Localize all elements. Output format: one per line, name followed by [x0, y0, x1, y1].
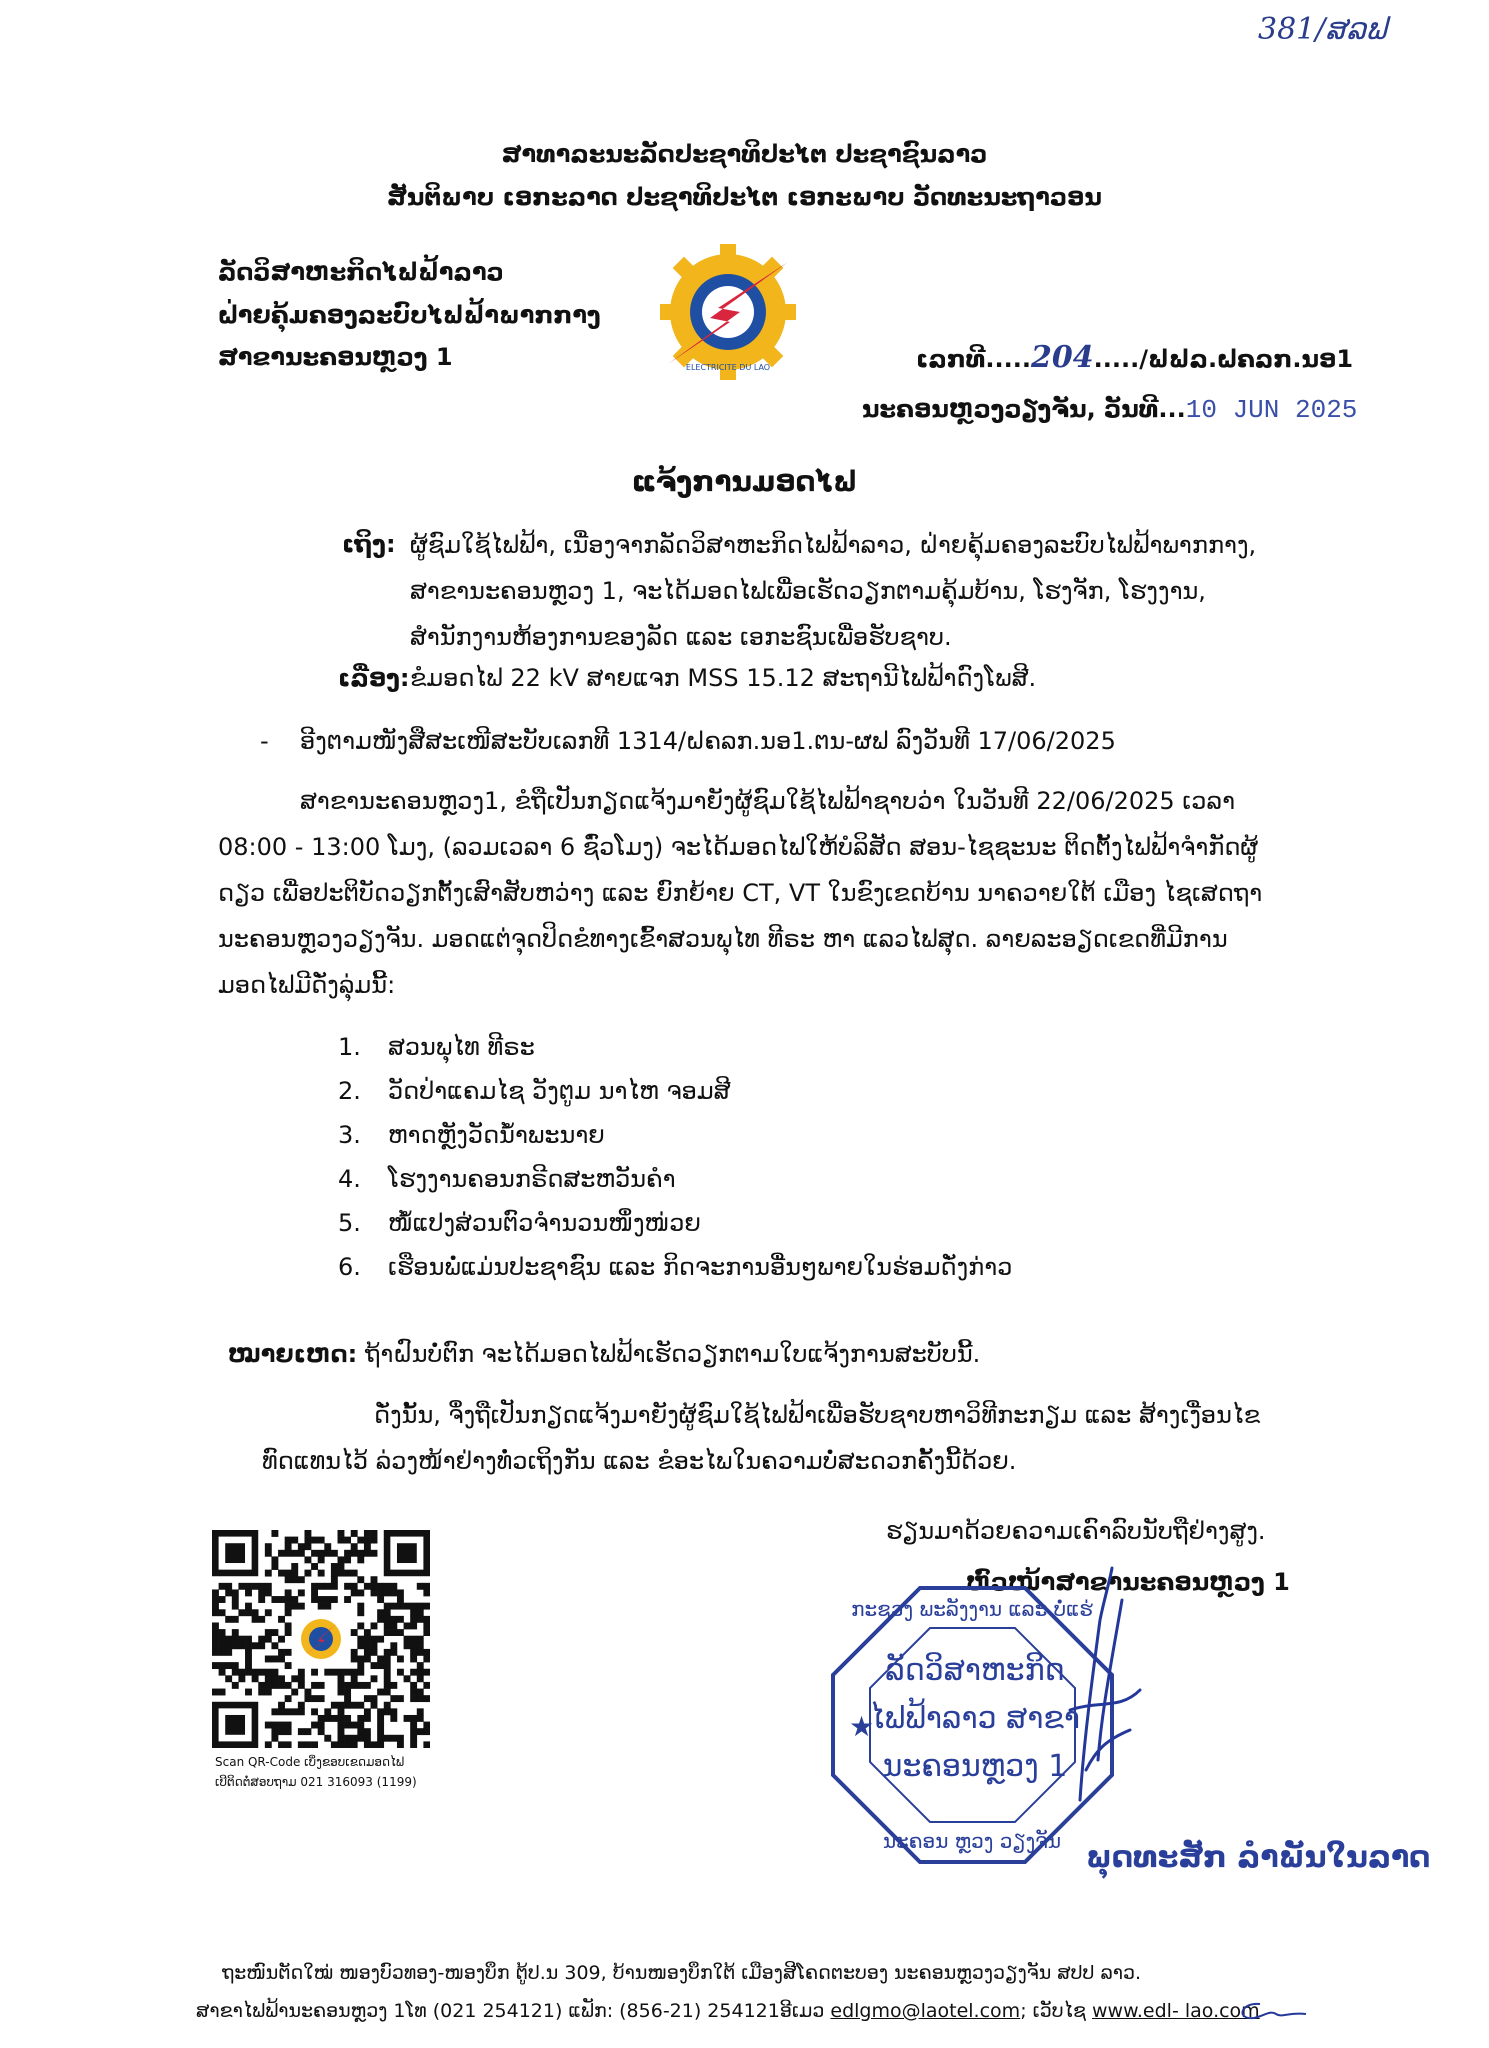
- subject-label: ເລື່ອງ:: [338, 664, 410, 692]
- list-item: 5. ໜໍ້ແປງສ່ວນຕົວຈໍານວນໜຶ່ງໜ່ວຍ: [338, 1209, 701, 1237]
- qr-code[interactable]: [212, 1530, 430, 1748]
- closing-line: ທົດແທນໄວ້ ລ່ວງໜ້າຢ່າງທໍ່ວເຖິງກັນ ແລະ ຂໍອະໄພໃນຄວາມບໍ່ສະດວກຄັ້ງນີ້ດ້ວຍ.: [262, 1447, 1017, 1475]
- to-label: ເຖິງ:: [342, 530, 396, 558]
- qr-logo-ring: [309, 1627, 333, 1651]
- list-item: 3. ຫາດຫຼັງວັດນໍ້າພະນາຍ: [338, 1121, 605, 1149]
- footer-website-link[interactable]: www.edl- lao.com: [1092, 2000, 1260, 2022]
- to-line: ສາຂານະຄອນຫຼວງ 1, ຈະໄດ້ມອດໄຟເພື່ອເຮັດວຽກຕາມຄຸ້ມບ້ານ, ໂຮງຈັກ, ໂຮງງານ,: [410, 577, 1206, 605]
- footer-email-link[interactable]: edlgmo@laotel.com: [830, 2000, 1021, 2022]
- list-item: 6. ເຮືອນພໍ່ແມ່ນປະຊາຊົນ ແລະ ກິດຈະການອື່ນໆພາຍໃນຮ່ອມດັ່ງກ່າວ: [338, 1253, 1013, 1281]
- logo-text: ELECTRICITE DU LAO: [685, 363, 771, 372]
- signer-name: ພຸດທະສັກ ລໍາພັນໃນລາດ: [1086, 1840, 1431, 1875]
- national-header-line2: ສັນຕິພາບ ເອກະລາດ ປະຊາທິປະໄຕ ເອກະພາບ ວັດທະນະຖາວອນ: [387, 183, 1102, 211]
- note-line: [228, 1340, 980, 1368]
- date-stamp: 10 JUN 2025: [1185, 395, 1358, 425]
- qr-caption-line2: ເບີຕິດຕໍ່ສອບຖາມ 021 316093 (1199): [215, 1775, 417, 1789]
- body-line: ມອດໄຟມີດັ່ງລຸ່ມນີ້:: [218, 971, 396, 999]
- place-date-line: ນະຄອນຫຼວງວຽງຈັນ, ວັນທີ...10 JUN 2025: [862, 395, 1358, 425]
- subject-text: ຂໍມອດໄຟ 22 kV ສາຍແຈກ MSS 15.12 ສະຖານີໄຟຟ້າດົງໂພສີ.: [410, 664, 1037, 692]
- footer-phone-fax: ສາຂາໄຟຟ້ານະຄອນຫຼວງ 1ໂທ (021 254121) ແຟັກ: (856-21) 254121ອີເມວ: [196, 2000, 831, 2022]
- edl-logo: [648, 242, 808, 382]
- body-paragraph: [218, 778, 1278, 1008]
- reference-suffix: /ຟຟລ.ຝຄລກ.ນອ1: [1139, 345, 1354, 373]
- stamp-text-line1: ລັດວິສາຫະກິດ: [885, 1653, 1065, 1688]
- star-icon: ★: [849, 1710, 875, 1743]
- reference-number-line: ເລກທີ.....204...../ຟຟລ.ຝຄລກ.ນອ1: [916, 340, 1354, 375]
- reference-document-line: ອີງຕາມໜັງສືສະເໜີສະບັບເລກທີ 1314/ຝຄລກ.ນອ1.ຕນ-ຜຟ ລົງວັນທີ 17/06/2025: [300, 727, 1116, 755]
- list-item: 4. ໂຮງງານຄອນກຣີດສະຫວັນຄໍາ: [338, 1165, 676, 1193]
- list-item: 1. ສວນພຸໄທ ທີຣະ: [338, 1033, 535, 1061]
- signer-title: ຫົວໜ້າສາຂານະຄອນຫຼວງ 1: [966, 1568, 1290, 1596]
- qr-caption-line1: Scan QR-Code ເບິ່ງຂອບເຂດມອດໄຟ: [215, 1755, 405, 1769]
- closing-paragraph: [262, 1392, 1282, 1484]
- signature: [1040, 1560, 1160, 1810]
- body-line: ນະຄອນຫຼວງວຽງຈັນ. ມອດແຕ່ຈຸດປິດຂໍທາງເຂົ້າສວນພຸໄທ ທີຣະ ຫາ ແລວໄຟສຸດ. ລາຍລະອຽດເຂດທີ່ມີການ: [218, 925, 1228, 953]
- note-label: ໝາຍເຫດ:: [228, 1340, 358, 1368]
- stamp-text-line3: ນະຄອນຫຼວງ 1: [882, 1749, 1068, 1784]
- stamp-text-line2: ໄຟຟ້າລາວ ສາຂາ: [869, 1701, 1081, 1736]
- org-name-line2: ຝ່າຍຄຸ້ມຄອງລະບົບໄຟຟ້າພາກກາງ: [218, 301, 601, 329]
- footer-contact: [196, 2000, 1260, 2022]
- body-line: 08:00 - 13:00 ໂມງ, (ລວມເວລາ 6 ຊົ່ວໂມງ) ຈະໄດ້ມອດໄຟໃຫ້ບໍລິສັດ ສອນ-ໄຊຊະນະ ຕິດຕັ້ງໄຟຟ້າຈໍາກັດຜູ້: [218, 833, 1259, 861]
- body-line: ສາຂານະຄອນຫຼວງ1, ຂໍຖືເປັນກຽດແຈ້ງມາຍັງຜູ້ຊົມໃຊ້ໄຟຟ້າຊາບວ່າ ໃນວັນທີ 22/06/2025 ເວລາ: [300, 787, 1236, 815]
- reference-bullet: -: [260, 727, 269, 755]
- footer-website-label: ; ເວັບໄຊ: [1020, 2000, 1093, 2022]
- note-text: ຖ້າຝົນບໍ່ຕົກ ຈະໄດ້ມອດໄຟຟ້າເຮັດວຽກຕາມໃບແຈ້ງການສະບັບນີ້.: [364, 1340, 981, 1368]
- stamp-city-text: ນະຄອນ ຫຼວງ ວຽງຈັນ: [882, 1829, 1062, 1853]
- national-header-line1: ສາທາລະນະລັດປະຊາທິປະໄຕ ປະຊາຊົນລາວ: [501, 140, 988, 168]
- corner-handwritten-note: 381/ສລຟ: [1258, 12, 1387, 47]
- regards-line: ຮຽນມາດ້ວຍຄວາມເຄົາລົບນັບຖືຢ່າງສູງ.: [886, 1517, 1266, 1545]
- list-item: 2. ວັດປ່າແຄມໄຊ ວັງຕູມ ນາໄຫ ຈອມສີ: [338, 1077, 731, 1105]
- stamp-ministry-text: ກະຊວງ ພະລັງງານ ແລະ ບໍ່ແຮ່: [851, 1597, 1093, 1621]
- footer-initials-mark: [1230, 1996, 1310, 2026]
- to-line: ຜູ້ຊົມໃຊ້ໄຟຟ້າ, ເນື່ອງຈາກລັດວິສາຫະກິດໄຟຟ້າລາວ, ຝ່າຍຄຸ້ມຄອງລະບົບໄຟຟ້າພາກກາງ,: [410, 531, 1257, 559]
- to-body: [410, 522, 1310, 660]
- body-line: ດຽວ ເພື່ອປະຕິບັດວຽກຕັ້ງເສົາສັບຫວ່າງ ແລະ ຍົກຍ້າຍ CT, VT ໃນຂົງເຂດບ້ານ ນາຄວາຍໃຕ້ ເມືອງ ໄຊເສດຖາ: [218, 879, 1263, 907]
- reference-label: ເລກທີ: [916, 345, 986, 373]
- org-name-line1: ລັດວິສາຫະກິດໄຟຟ້າລາວ: [218, 258, 504, 286]
- page-title: ແຈ້ງການມອດໄຟ: [631, 465, 858, 498]
- closing-line: ດັ່ງນັ້ນ, ຈຶ່ງຖືເປັນກຽດແຈ້ງມາຍັງຜູ້ຊົມໃຊ້ໄຟຟ້າເພື່ອຮັບຊາບຫາວິທີກະກຽມ ແລະ ສ້າງເງື່ອນໄຂ: [374, 1401, 1261, 1429]
- to-line: ສໍານັກງານຫ້ອງການຂອງລັດ ແລະ ເອກະຊົນເພື່ອຮັບຊາບ.: [410, 623, 952, 651]
- reference-number: 204: [1031, 340, 1094, 375]
- affected-areas-list: [338, 1025, 1012, 1289]
- place-date-label: ນະຄອນຫຼວງວຽງຈັນ, ວັນທີ: [862, 395, 1159, 423]
- footer-address: ຖະໜົນຕັດໃໝ່ ໜອງບົວທອງ-ໜອງບຶກ ຕູ້ປ.ນ 309, ບ້ານໜອງບຶກໃຕ້ ເມືອງສີໂຄດຕະບອງ ນະຄອນຫຼວງວຽງຈັນ ສປປ ລາວ.: [222, 1962, 1142, 1984]
- org-name-line3: ສາຂານະຄອນຫຼວງ 1: [218, 343, 453, 371]
